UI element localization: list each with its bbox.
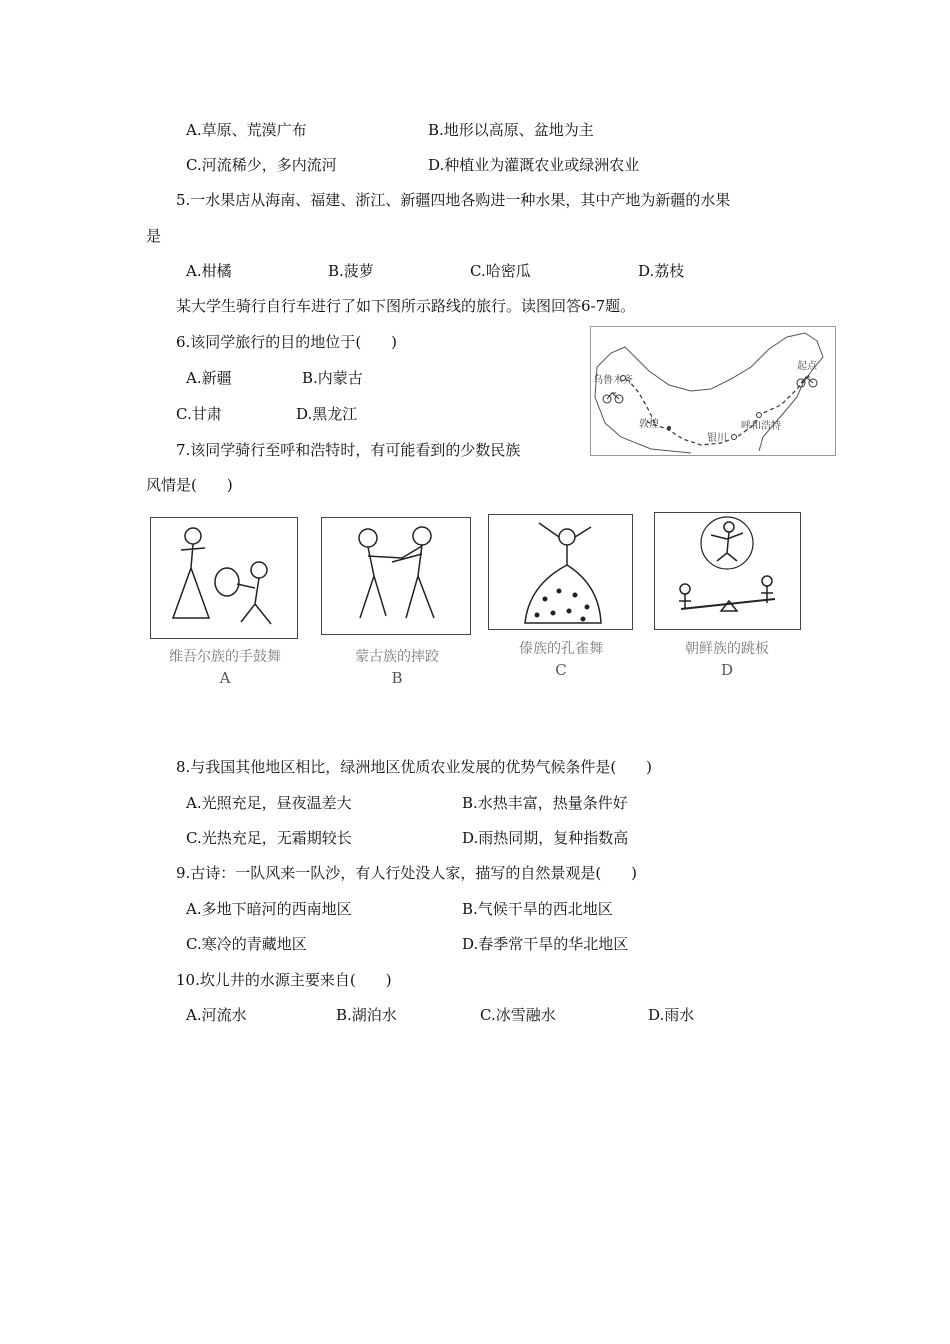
q9-option-d: D.春季常干旱的华北地区 [462, 935, 629, 953]
q8-option-d: D.雨热同期，复种指数高 [462, 829, 629, 847]
yinchuan-dot [732, 435, 737, 440]
q5-option-b: B.菠萝 [328, 262, 374, 280]
q6-option-d: D.黑龙江 [296, 405, 358, 423]
caption-d: 朝鲜族的跳板 [685, 641, 769, 657]
label-urumqi: 乌鲁木齐 [593, 375, 633, 386]
q4-option-a: A.草原、荒漠广布 [186, 121, 307, 139]
label-start: 起点 [797, 361, 817, 372]
q7-stem: 7.该同学骑行至呼和浩特时，有可能看到的少数民族 [176, 441, 521, 459]
q8-option-c: C.光热充足，无霜期较长 [186, 829, 352, 847]
dunhuang-dot [667, 426, 671, 430]
picture-a-frame [150, 517, 298, 639]
q5-stem-cont: 是 [146, 227, 162, 245]
bicycle-icon-start [797, 377, 817, 387]
q8-option-a: A.光照充足，昼夜温差大 [186, 794, 352, 812]
route-map [590, 326, 836, 456]
q9-stem: 9.古诗：一队风来一队沙，有人行处没人家，描写的自然景观是( ) [176, 864, 638, 882]
q7-stem-cont: 风情是( ) [146, 476, 233, 494]
letter-c: C [555, 661, 567, 679]
uyghur-drum-dance-illustration [151, 518, 297, 638]
q5-option-a: A.柑橘 [186, 262, 232, 280]
q6-option-b: B.内蒙古 [302, 369, 363, 387]
letter-a: A [219, 669, 231, 687]
picture-b-frame [321, 517, 471, 635]
label-yinchuan: 银川 [707, 433, 727, 444]
caption-b: 蒙古族的摔跤 [355, 649, 439, 665]
letter-b: B [391, 669, 403, 687]
q8-option-b: B.水热丰富，热量条件好 [462, 794, 628, 812]
picture-d-frame [654, 512, 801, 630]
caption-c: 傣族的孔雀舞 [519, 641, 603, 657]
q10-option-a: A.河流水 [186, 1006, 247, 1024]
q4-option-c: C.河流稀少，多内流河 [186, 156, 337, 174]
dai-peacock-dance-illustration [489, 515, 632, 629]
q6-option-a: A.新疆 [186, 369, 232, 387]
q9-option-a: A.多地下暗河的西南地区 [186, 900, 352, 918]
letter-d: D [720, 661, 734, 679]
q5-option-c: C.哈密瓜 [470, 262, 531, 280]
q9-option-b: B.气候干旱的西北地区 [462, 900, 613, 918]
mongolian-wrestling-illustration [322, 518, 470, 634]
q9-option-c: C.寒冷的青藏地区 [186, 935, 307, 953]
q6-stem: 6.该同学旅行的目的地位于( ) [176, 333, 398, 351]
picture-c-frame [488, 514, 633, 630]
caption-a: 维吾尔族的手鼓舞 [169, 649, 281, 665]
q10-option-c: C.冰雪融水 [480, 1006, 556, 1024]
q4-option-d: D.种植业为灌溉农业或绿洲农业 [428, 156, 640, 174]
q8-stem: 8.与我国其他地区相比，绿洲地区优质农业发展的优势气候条件是( ) [176, 758, 653, 776]
korean-seesaw-illustration [655, 513, 800, 629]
bicycle-icon-urumqi [603, 393, 623, 403]
q4-option-b: B.地形以高原、盆地为主 [428, 121, 594, 139]
q6-option-c: C.甘肃 [176, 405, 222, 423]
q10-option-b: B.湖泊水 [336, 1006, 397, 1024]
label-hohhot: 呼和浩特 [741, 421, 781, 432]
q10-stem: 10.坎儿井的水源主要来自( ) [176, 971, 392, 989]
intro-6-7: 某大学生骑行自行车进行了如下图所示路线的旅行。读图回答6-7题。 [176, 297, 636, 315]
q5-option-d: D.荔枝 [638, 262, 685, 280]
q10-option-d: D.雨水 [648, 1006, 695, 1024]
label-dunhuang: 敦煌 [639, 419, 659, 430]
q5-stem: 5.一水果店从海南、福建、浙江、新疆四地各购进一种水果，其中产地为新疆的水果 [176, 191, 731, 209]
